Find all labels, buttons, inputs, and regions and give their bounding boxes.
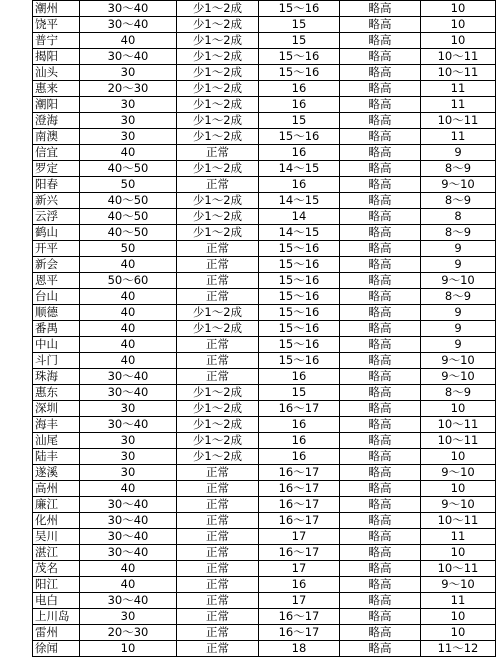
- station-cell: 鹤山: [33, 225, 80, 241]
- table-row: [33, 545, 496, 561]
- value-cell-1: 40: [80, 321, 177, 337]
- table-row: [33, 369, 496, 385]
- table-row: [33, 353, 496, 369]
- value-cell-2: 少1～2成: [177, 97, 259, 113]
- value-cell-2: 正常: [177, 529, 259, 545]
- value-cell-2: 正常: [177, 625, 259, 641]
- table-row: [33, 273, 496, 289]
- value-cell-5: 10: [421, 545, 496, 561]
- value-cell-2: 少1～2成: [177, 385, 259, 401]
- value-cell-1: 40～50: [80, 193, 177, 209]
- value-cell-4: 略高: [340, 33, 421, 49]
- value-cell-1: 30～40: [80, 497, 177, 513]
- value-cell-2: 正常: [177, 145, 259, 161]
- station-cell: 澄海: [33, 113, 80, 129]
- value-cell-5: 8～9: [421, 385, 496, 401]
- value-cell-4: 略高: [340, 273, 421, 289]
- value-cell-1: 30: [80, 65, 177, 81]
- value-cell-3: 18: [259, 641, 340, 657]
- value-cell-4: 略高: [340, 241, 421, 257]
- value-cell-2: 正常: [177, 273, 259, 289]
- value-cell-3: 17: [259, 561, 340, 577]
- value-cell-3: 16: [259, 97, 340, 113]
- value-cell-4: 略高: [340, 545, 421, 561]
- value-cell-5: 9: [421, 257, 496, 273]
- station-cell: 揭阳: [33, 49, 80, 65]
- value-cell-3: 16: [259, 369, 340, 385]
- value-cell-2: 正常: [177, 465, 259, 481]
- station-cell: 廉江: [33, 497, 80, 513]
- value-cell-3: 16: [259, 433, 340, 449]
- table-row: [33, 497, 496, 513]
- table-row: [33, 49, 496, 65]
- station-cell: 湛江: [33, 545, 80, 561]
- value-cell-2: 正常: [177, 513, 259, 529]
- value-cell-3: 14～15: [259, 225, 340, 241]
- value-cell-3: 15～16: [259, 1, 340, 17]
- value-cell-1: 40: [80, 257, 177, 273]
- value-cell-4: 略高: [340, 593, 421, 609]
- table-row: [33, 529, 496, 545]
- value-cell-2: 正常: [177, 177, 259, 193]
- value-cell-5: 11: [421, 97, 496, 113]
- value-cell-4: 略高: [340, 193, 421, 209]
- value-cell-4: 略高: [340, 113, 421, 129]
- value-cell-1: 30: [80, 609, 177, 625]
- value-cell-1: 30～40: [80, 49, 177, 65]
- value-cell-1: 30: [80, 401, 177, 417]
- value-cell-2: 少1～2成: [177, 49, 259, 65]
- station-cell: 海丰: [33, 417, 80, 433]
- station-cell: 高州: [33, 481, 80, 497]
- value-cell-5: 10: [421, 401, 496, 417]
- value-cell-5: 10～11: [421, 49, 496, 65]
- station-cell: 饶平: [33, 17, 80, 33]
- value-cell-3: 16: [259, 177, 340, 193]
- value-cell-2: 少1～2成: [177, 225, 259, 241]
- value-cell-4: 略高: [340, 385, 421, 401]
- table-row: [33, 625, 496, 641]
- value-cell-4: 略高: [340, 641, 421, 657]
- value-cell-2: 少1～2成: [177, 321, 259, 337]
- value-cell-1: 30: [80, 113, 177, 129]
- value-cell-5: 10～11: [421, 417, 496, 433]
- value-cell-5: 10～11: [421, 561, 496, 577]
- value-cell-3: 16～17: [259, 497, 340, 513]
- value-cell-2: 少1～2成: [177, 417, 259, 433]
- value-cell-3: 15: [259, 113, 340, 129]
- value-cell-5: 8～9: [421, 289, 496, 305]
- station-cell: 云浮: [33, 209, 80, 225]
- table-row: [33, 257, 496, 273]
- value-cell-1: 30～40: [80, 1, 177, 17]
- value-cell-4: 略高: [340, 449, 421, 465]
- value-cell-3: 17: [259, 593, 340, 609]
- value-cell-1: 40: [80, 337, 177, 353]
- value-cell-5: 10: [421, 481, 496, 497]
- value-cell-1: 10: [80, 641, 177, 657]
- value-cell-4: 略高: [340, 305, 421, 321]
- value-cell-5: 8～9: [421, 161, 496, 177]
- value-cell-5: 11: [421, 129, 496, 145]
- station-cell: 徐闻: [33, 641, 80, 657]
- table-row: [33, 65, 496, 81]
- value-cell-2: 正常: [177, 497, 259, 513]
- value-cell-3: 15～16: [259, 257, 340, 273]
- value-cell-1: 50: [80, 177, 177, 193]
- station-cell: 深圳: [33, 401, 80, 417]
- value-cell-4: 略高: [340, 465, 421, 481]
- value-cell-5: 11: [421, 81, 496, 97]
- value-cell-3: 16～17: [259, 625, 340, 641]
- value-cell-1: 40～50: [80, 161, 177, 177]
- table-row: [33, 209, 496, 225]
- value-cell-5: 10: [421, 609, 496, 625]
- value-cell-3: 16～17: [259, 481, 340, 497]
- value-cell-1: 40: [80, 289, 177, 305]
- value-cell-4: 略高: [340, 209, 421, 225]
- station-cell: 茂名: [33, 561, 80, 577]
- station-cell: 阳江: [33, 577, 80, 593]
- station-cell: 惠来: [33, 81, 80, 97]
- station-cell: 雷州: [33, 625, 80, 641]
- value-cell-1: 50～60: [80, 273, 177, 289]
- value-cell-3: 15～16: [259, 353, 340, 369]
- value-cell-4: 略高: [340, 177, 421, 193]
- value-cell-1: 20～30: [80, 81, 177, 97]
- value-cell-4: 略高: [340, 513, 421, 529]
- value-cell-4: 略高: [340, 321, 421, 337]
- station-cell: 阳春: [33, 177, 80, 193]
- value-cell-1: 40: [80, 145, 177, 161]
- value-cell-2: 少1～2成: [177, 305, 259, 321]
- value-cell-4: 略高: [340, 161, 421, 177]
- table-row: [33, 289, 496, 305]
- value-cell-3: 15～16: [259, 65, 340, 81]
- value-cell-1: 30～40: [80, 513, 177, 529]
- table-row: [33, 177, 496, 193]
- table-row: [33, 449, 496, 465]
- table-row: [33, 225, 496, 241]
- station-cell: 恩平: [33, 273, 80, 289]
- value-cell-5: 10～11: [421, 113, 496, 129]
- value-cell-5: 9～10: [421, 353, 496, 369]
- station-cell: 罗定: [33, 161, 80, 177]
- value-cell-1: 30～40: [80, 545, 177, 561]
- value-cell-4: 略高: [340, 81, 421, 97]
- station-cell: 普宁: [33, 33, 80, 49]
- station-cell: 开平: [33, 241, 80, 257]
- value-cell-3: 15～16: [259, 49, 340, 65]
- value-cell-4: 略高: [340, 433, 421, 449]
- value-cell-5: 9～10: [421, 465, 496, 481]
- value-cell-5: 9: [421, 337, 496, 353]
- station-cell: 斗门: [33, 353, 80, 369]
- value-cell-5: 9: [421, 305, 496, 321]
- value-cell-5: 10～11: [421, 433, 496, 449]
- value-cell-4: 略高: [340, 609, 421, 625]
- table-row: [33, 337, 496, 353]
- table-row: [33, 465, 496, 481]
- value-cell-1: 30～40: [80, 17, 177, 33]
- station-cell: 陆丰: [33, 449, 80, 465]
- station-cell: 珠海: [33, 369, 80, 385]
- value-cell-5: 10: [421, 449, 496, 465]
- value-cell-2: 正常: [177, 641, 259, 657]
- station-cell: 南澳: [33, 129, 80, 145]
- value-cell-2: 正常: [177, 289, 259, 305]
- table-row: [33, 513, 496, 529]
- value-cell-2: 正常: [177, 353, 259, 369]
- value-cell-2: 正常: [177, 593, 259, 609]
- value-cell-2: 少1～2成: [177, 17, 259, 33]
- value-cell-3: 16～17: [259, 545, 340, 561]
- value-cell-3: 15～16: [259, 337, 340, 353]
- table-row: [33, 577, 496, 593]
- table-row: [33, 417, 496, 433]
- value-cell-2: 少1～2成: [177, 65, 259, 81]
- value-cell-3: 17: [259, 529, 340, 545]
- value-cell-3: 16～17: [259, 465, 340, 481]
- value-cell-1: 40: [80, 305, 177, 321]
- table-row: [33, 481, 496, 497]
- value-cell-3: 16: [259, 145, 340, 161]
- station-cell: 汕头: [33, 65, 80, 81]
- value-cell-5: 9～10: [421, 369, 496, 385]
- value-cell-4: 略高: [340, 337, 421, 353]
- table-row: [33, 81, 496, 97]
- value-cell-2: 少1～2成: [177, 209, 259, 225]
- station-cell: 遂溪: [33, 465, 80, 481]
- value-cell-5: 11: [421, 529, 496, 545]
- value-cell-5: 10: [421, 33, 496, 49]
- value-cell-1: 40: [80, 33, 177, 49]
- value-cell-3: 15～16: [259, 273, 340, 289]
- value-cell-2: 少1～2成: [177, 81, 259, 97]
- value-cell-5: 9～10: [421, 577, 496, 593]
- value-cell-3: 16: [259, 449, 340, 465]
- station-cell: 台山: [33, 289, 80, 305]
- table-row: [33, 433, 496, 449]
- value-cell-4: 略高: [340, 369, 421, 385]
- value-cell-4: 略高: [340, 497, 421, 513]
- value-cell-4: 略高: [340, 65, 421, 81]
- value-cell-3: 15～16: [259, 289, 340, 305]
- value-cell-1: 30: [80, 97, 177, 113]
- value-cell-4: 略高: [340, 97, 421, 113]
- value-cell-2: 少1～2成: [177, 449, 259, 465]
- station-cell: 上川岛: [33, 609, 80, 625]
- table-row: [33, 97, 496, 113]
- value-cell-5: 10: [421, 1, 496, 17]
- value-cell-2: 正常: [177, 545, 259, 561]
- value-cell-4: 略高: [340, 481, 421, 497]
- table-row: [33, 33, 496, 49]
- table-row: [33, 145, 496, 161]
- table-body: [33, 1, 496, 657]
- value-cell-3: 14: [259, 209, 340, 225]
- value-cell-3: 15～16: [259, 241, 340, 257]
- value-cell-3: 16: [259, 577, 340, 593]
- value-cell-3: 16: [259, 81, 340, 97]
- value-cell-2: 少1～2成: [177, 401, 259, 417]
- value-cell-1: 30～40: [80, 369, 177, 385]
- value-cell-4: 略高: [340, 129, 421, 145]
- value-cell-1: 50: [80, 241, 177, 257]
- value-cell-1: 40: [80, 481, 177, 497]
- value-cell-3: 16～17: [259, 513, 340, 529]
- value-cell-1: 20～30: [80, 625, 177, 641]
- value-cell-3: 16～17: [259, 609, 340, 625]
- value-cell-5: 8～9: [421, 225, 496, 241]
- value-cell-2: 少1～2成: [177, 113, 259, 129]
- value-cell-5: 8～9: [421, 193, 496, 209]
- value-cell-4: 略高: [340, 529, 421, 545]
- value-cell-5: 11: [421, 593, 496, 609]
- value-cell-2: 正常: [177, 481, 259, 497]
- value-cell-2: 少1～2成: [177, 129, 259, 145]
- value-cell-3: 15～16: [259, 129, 340, 145]
- value-cell-4: 略高: [340, 417, 421, 433]
- value-cell-5: 11～12: [421, 641, 496, 657]
- value-cell-2: 正常: [177, 337, 259, 353]
- value-cell-5: 9: [421, 321, 496, 337]
- station-cell: 信宜: [33, 145, 80, 161]
- value-cell-2: 少1～2成: [177, 1, 259, 17]
- station-cell: 中山: [33, 337, 80, 353]
- value-cell-1: 40: [80, 577, 177, 593]
- value-cell-2: 正常: [177, 257, 259, 273]
- value-cell-2: 正常: [177, 561, 259, 577]
- station-cell: 新会: [33, 257, 80, 273]
- station-cell: 汕尾: [33, 433, 80, 449]
- table-row: [33, 193, 496, 209]
- value-cell-5: 10: [421, 17, 496, 33]
- value-cell-4: 略高: [340, 625, 421, 641]
- value-cell-1: 30～40: [80, 593, 177, 609]
- value-cell-3: 16～17: [259, 401, 340, 417]
- value-cell-4: 略高: [340, 225, 421, 241]
- value-cell-4: 略高: [340, 145, 421, 161]
- value-cell-5: 10～11: [421, 65, 496, 81]
- table-row: [33, 241, 496, 257]
- value-cell-4: 略高: [340, 353, 421, 369]
- value-cell-4: 略高: [340, 257, 421, 273]
- value-cell-1: 30～40: [80, 529, 177, 545]
- table-row: [33, 385, 496, 401]
- table-row: [33, 593, 496, 609]
- data-table: [32, 0, 496, 657]
- value-cell-2: 少1～2成: [177, 33, 259, 49]
- value-cell-5: 9: [421, 145, 496, 161]
- table-row: [33, 113, 496, 129]
- value-cell-3: 15～16: [259, 305, 340, 321]
- value-cell-5: 9～10: [421, 177, 496, 193]
- table-row: [33, 561, 496, 577]
- station-cell: 化州: [33, 513, 80, 529]
- value-cell-1: 30: [80, 129, 177, 145]
- value-cell-3: 16: [259, 417, 340, 433]
- value-cell-1: 30: [80, 465, 177, 481]
- value-cell-1: 40～50: [80, 225, 177, 241]
- value-cell-3: 15～16: [259, 321, 340, 337]
- value-cell-2: 正常: [177, 369, 259, 385]
- station-cell: 番禺: [33, 321, 80, 337]
- value-cell-4: 略高: [340, 401, 421, 417]
- station-cell: 惠东: [33, 385, 80, 401]
- value-cell-4: 略高: [340, 289, 421, 305]
- value-cell-5: 10～11: [421, 513, 496, 529]
- table-row: [33, 17, 496, 33]
- value-cell-1: 40: [80, 561, 177, 577]
- station-cell: 顺德: [33, 305, 80, 321]
- value-cell-1: 30: [80, 449, 177, 465]
- value-cell-5: 8: [421, 209, 496, 225]
- value-cell-4: 略高: [340, 49, 421, 65]
- table-row: [33, 641, 496, 657]
- table-row: [33, 161, 496, 177]
- station-cell: 潮阳: [33, 97, 80, 113]
- value-cell-3: 15: [259, 385, 340, 401]
- value-cell-2: 正常: [177, 241, 259, 257]
- table-row: [33, 401, 496, 417]
- value-cell-3: 15: [259, 17, 340, 33]
- value-cell-4: 略高: [340, 561, 421, 577]
- station-cell: 潮州: [33, 1, 80, 17]
- value-cell-3: 14～15: [259, 193, 340, 209]
- value-cell-1: 30～40: [80, 417, 177, 433]
- value-cell-2: 正常: [177, 609, 259, 625]
- table-row: [33, 129, 496, 145]
- value-cell-5: 10: [421, 625, 496, 641]
- station-cell: 吴川: [33, 529, 80, 545]
- value-cell-3: 14～15: [259, 161, 340, 177]
- value-cell-2: 少1～2成: [177, 433, 259, 449]
- value-cell-3: 15: [259, 33, 340, 49]
- value-cell-1: 40: [80, 353, 177, 369]
- value-cell-2: 少1～2成: [177, 193, 259, 209]
- table-row: [33, 1, 496, 17]
- value-cell-5: 9: [421, 241, 496, 257]
- value-cell-4: 略高: [340, 577, 421, 593]
- value-cell-2: 少1～2成: [177, 161, 259, 177]
- station-cell: 电白: [33, 593, 80, 609]
- table-row: [33, 305, 496, 321]
- value-cell-5: 9～10: [421, 273, 496, 289]
- value-cell-5: 9～10: [421, 497, 496, 513]
- value-cell-1: 30: [80, 433, 177, 449]
- value-cell-1: 30～40: [80, 385, 177, 401]
- station-cell: 新兴: [33, 193, 80, 209]
- table-row: [33, 321, 496, 337]
- value-cell-4: 略高: [340, 17, 421, 33]
- value-cell-4: 略高: [340, 1, 421, 17]
- value-cell-1: 40～50: [80, 209, 177, 225]
- table-row: [33, 609, 496, 625]
- value-cell-2: 正常: [177, 577, 259, 593]
